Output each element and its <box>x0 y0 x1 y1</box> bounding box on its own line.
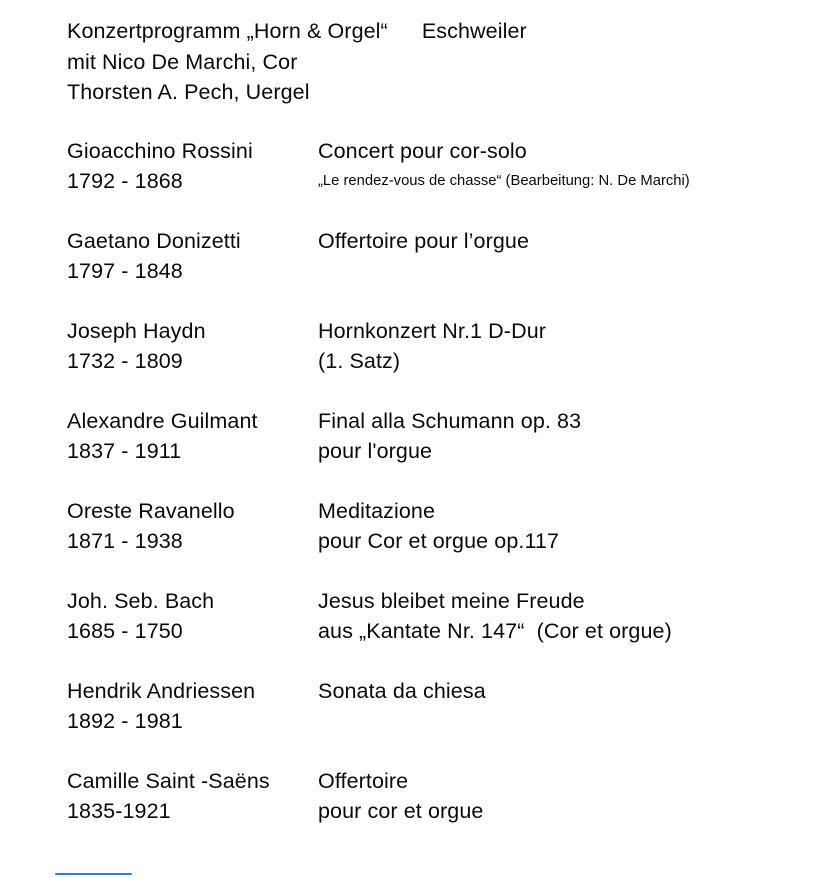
program-title: Konzertprogramm „Horn & Orgel“ <box>67 19 388 43</box>
composer-column <box>67 586 318 647</box>
work-column <box>318 766 796 827</box>
composer-column <box>67 496 318 557</box>
composer-dates: 1837 - 1911 <box>67 439 182 463</box>
composer-name: Hendrik Andriessen <box>67 678 256 703</box>
work-title: Final alla Schumann op. 83 <box>318 408 582 433</box>
composer-dates: 1835-1921 <box>67 799 171 823</box>
work-title: Hornkonzert Nr.1 D-Dur <box>318 318 547 343</box>
composer-column <box>67 136 318 197</box>
composer-name: Camille Saint -Saëns <box>67 768 270 793</box>
footer-accent-line <box>55 873 132 875</box>
performer-organ: Thorsten A. Pech, Uergel <box>67 80 310 104</box>
composer-column <box>67 766 318 827</box>
composer-column <box>67 316 318 377</box>
composer-dates: 1732 - 1809 <box>67 349 183 373</box>
work-detail: „Le rendez-vous de chasse“ (Bearbeitung: N. De Marchi) <box>318 173 690 189</box>
composer-name: Joh. Seb. Bach <box>67 588 215 613</box>
work-detail: (1. Satz) <box>318 349 401 373</box>
work-column <box>318 136 796 197</box>
program-entry <box>67 676 796 737</box>
work-column <box>318 496 796 557</box>
work-column <box>318 406 796 467</box>
composer-column <box>67 406 318 467</box>
program-entry <box>67 226 796 287</box>
work-title: Offertoire pour l’orgue <box>318 228 530 253</box>
work-column <box>318 586 796 647</box>
program-header <box>67 16 796 108</box>
work-detail: aus „Kantate Nr. 147“ (Cor et orgue) <box>318 619 672 643</box>
program-entry <box>67 586 796 647</box>
program-location: Eschweiler <box>421 19 527 43</box>
work-detail: pour l'orgue <box>318 439 433 463</box>
performer-horn: mit Nico De Marchi, Cor <box>67 49 298 74</box>
composer-dates: 1792 - 1868 <box>67 169 183 193</box>
composer-name: Joseph Haydn <box>67 318 206 343</box>
composer-name: Gioacchino Rossini <box>67 138 253 163</box>
program-entry <box>67 406 796 467</box>
program-entry <box>67 496 796 557</box>
composer-name: Oreste Ravanello <box>67 498 235 523</box>
work-column <box>318 316 796 377</box>
work-detail: pour Cor et orgue op.117 <box>318 529 560 553</box>
program-header-line1 <box>67 16 796 47</box>
work-title: Concert pour cor-solo <box>318 138 527 163</box>
work-title: Offertoire <box>318 768 409 793</box>
program-entry <box>67 766 796 827</box>
program-list <box>67 136 796 827</box>
work-title: Sonata da chiesa <box>318 678 486 703</box>
composer-name: Alexandre Guilmant <box>67 408 258 433</box>
work-column <box>318 676 796 737</box>
composer-column <box>67 676 318 737</box>
work-column <box>318 226 796 287</box>
composer-dates: 1797 - 1848 <box>67 259 183 283</box>
composer-dates: 1685 - 1750 <box>67 619 183 643</box>
work-title: Jesus bleibet meine Freude <box>318 588 585 613</box>
work-detail: pour cor et orgue <box>318 799 484 823</box>
composer-column <box>67 226 318 287</box>
composer-name: Gaetano Donizetti <box>67 228 241 253</box>
composer-dates: 1871 - 1938 <box>67 529 183 553</box>
program-entry <box>67 136 796 197</box>
program-entry <box>67 316 796 377</box>
composer-dates: 1892 - 1981 <box>67 709 183 733</box>
work-title: Meditazione <box>318 498 436 523</box>
